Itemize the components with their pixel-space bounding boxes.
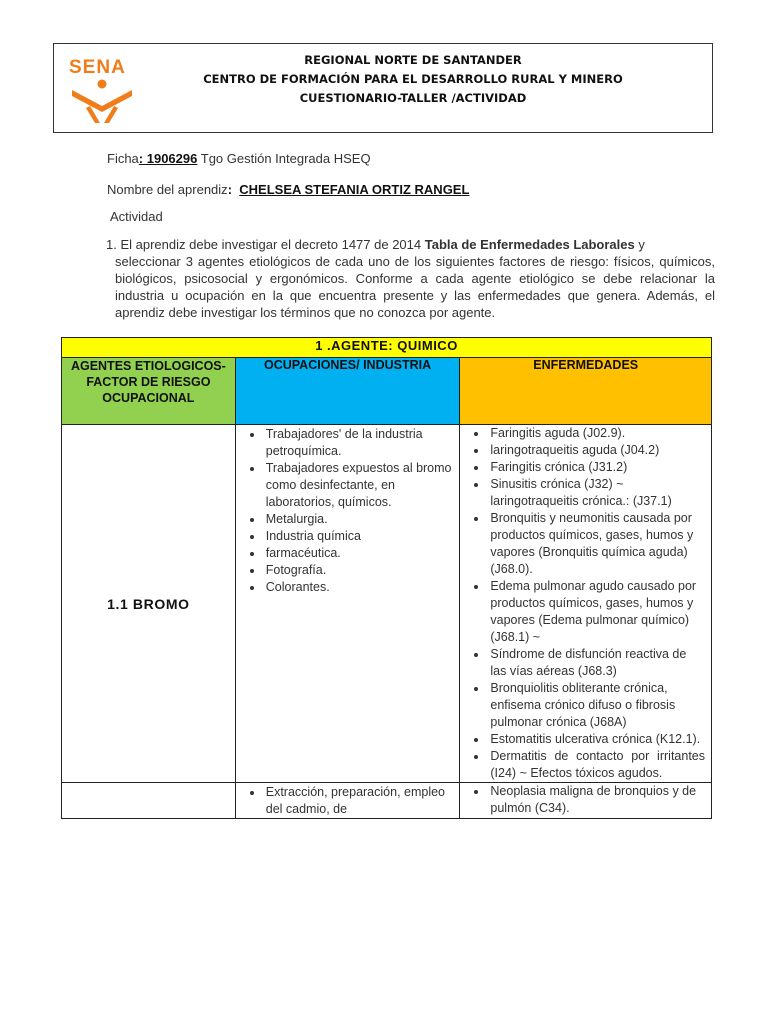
list-item: • Colorantes. <box>264 579 460 596</box>
student-label: Nombre del aprendiz <box>107 182 228 197</box>
student-line <box>107 182 469 197</box>
table-row <box>62 425 712 783</box>
list-item: • Sinusitis crónica (J32) ~ laringotraqueitis crónica.: (J37.1) <box>488 476 705 510</box>
list-item: • Edema pulmonar agudo causado por productos químicos, gases, humos y vapores (Edema pulmonar químico) (J68.1) ~ <box>488 578 705 646</box>
list-item: • Síndrome de disfunción reactiva de las vías aéreas (J68.3) <box>488 646 705 680</box>
list-item: • farmacéutica. <box>264 545 460 562</box>
col-header-agents: AGENTES ETIOLOGICOS-FACTOR DE RIESGO OCUPACIONAL <box>62 358 236 425</box>
list-item: • laringotraqueitis aguda (J04.2) <box>488 442 705 459</box>
table-title: 1 .AGENTE: QUIMICO <box>62 338 712 358</box>
table-header-row <box>62 358 712 425</box>
occupations-cell <box>235 425 460 783</box>
list-item: • Faringitis aguda (J02.9). <box>488 425 705 442</box>
instruction-bold: Tabla de Enfermedades Laborales <box>424 237 635 252</box>
instruction-paragraph <box>106 236 715 321</box>
ficha-program: Tgo Gestión Integrada HSEQ <box>200 151 371 166</box>
list-item: • Faringitis crónica (J31.2) <box>488 459 705 476</box>
list-item: • Industria química <box>264 528 460 545</box>
instruction-part2: y <box>634 237 645 252</box>
list-item: • Fotografía. <box>264 562 460 579</box>
header-line-3: CUESTIONARIO-TALLER /ACTIVIDAD <box>299 91 527 105</box>
list-item: • Estomatitis ulcerativa crónica (K12.1). <box>488 731 705 748</box>
ficha-line <box>107 151 371 166</box>
list-item: • Bronquiolitis obliterante crónica, enfisema crónico difuso o fibrosis pulmonar crónica (J68A) <box>488 680 705 731</box>
col-header-occupations: OCUPACIONES/ INDUSTRIA <box>235 358 460 425</box>
svg-text:SENA: SENA <box>69 57 126 78</box>
agent-cell: 1.1 BROMO <box>62 425 236 783</box>
header-line-2: CENTRO DE FORMACIÓN PARA EL DESARROLLO RURAL Y MINERO <box>203 72 623 86</box>
document-header <box>53 43 713 133</box>
instruction-rest: seleccionar 3 agentes etiológicos de cada uno de los siguientes factores de riesgo: físicos, químicos, biológicos, psicosocial y ergonómicos. Conforme a cada agente etiológico se debe relacionar la industria u ocupación en la que encuentra presente y las enfermedades que genera. Además, el aprendiz debe investigar los términos que no conozca por agente. <box>115 254 715 320</box>
student-name: CHELSEA STEFANIA ORTIZ RANGEL <box>239 182 470 197</box>
agent-cell <box>62 783 236 819</box>
table-row <box>62 783 712 819</box>
list-item: • Neoplasia maligna de bronquios y de pulmón (C34). <box>488 783 705 817</box>
occupations-cell <box>235 783 460 819</box>
list-item: • Metalurgia. <box>264 511 460 528</box>
instruction-part1: 1. El aprendiz debe investigar el decreto 1477 de 2014 <box>106 237 425 252</box>
student-colon: : <box>227 182 233 197</box>
col-header-diseases: ENFERMEDADES <box>460 358 712 425</box>
ficha-label: Ficha <box>107 151 139 166</box>
list-item: • Trabajadores' de la industria petroquímica. <box>264 426 460 460</box>
ficha-number: : 1906296 <box>138 151 198 166</box>
table-title-row <box>62 338 712 358</box>
activity-label: Actividad <box>110 209 163 224</box>
diseases-cell <box>460 425 712 783</box>
header-line-1: REGIONAL NORTE DE SANTANDER <box>304 53 522 67</box>
list-item: • Extracción, preparación, empleo del cadmio, de <box>264 784 460 818</box>
diseases-cell <box>460 783 712 819</box>
list-item: • Bronquitis y neumonitis causada por productos químicos, gases, humos y vapores (Bronquitis química aguda) (J68.0). <box>488 510 705 578</box>
agents-table <box>61 337 712 819</box>
list-item: • Dermatitis de contacto por irritantes (I24) ~ Efectos tóxicos agudos. <box>488 748 705 782</box>
list-item: • Trabajadores expuestos al bromo como desinfectante, en laboratorios, químicos. <box>264 460 460 511</box>
